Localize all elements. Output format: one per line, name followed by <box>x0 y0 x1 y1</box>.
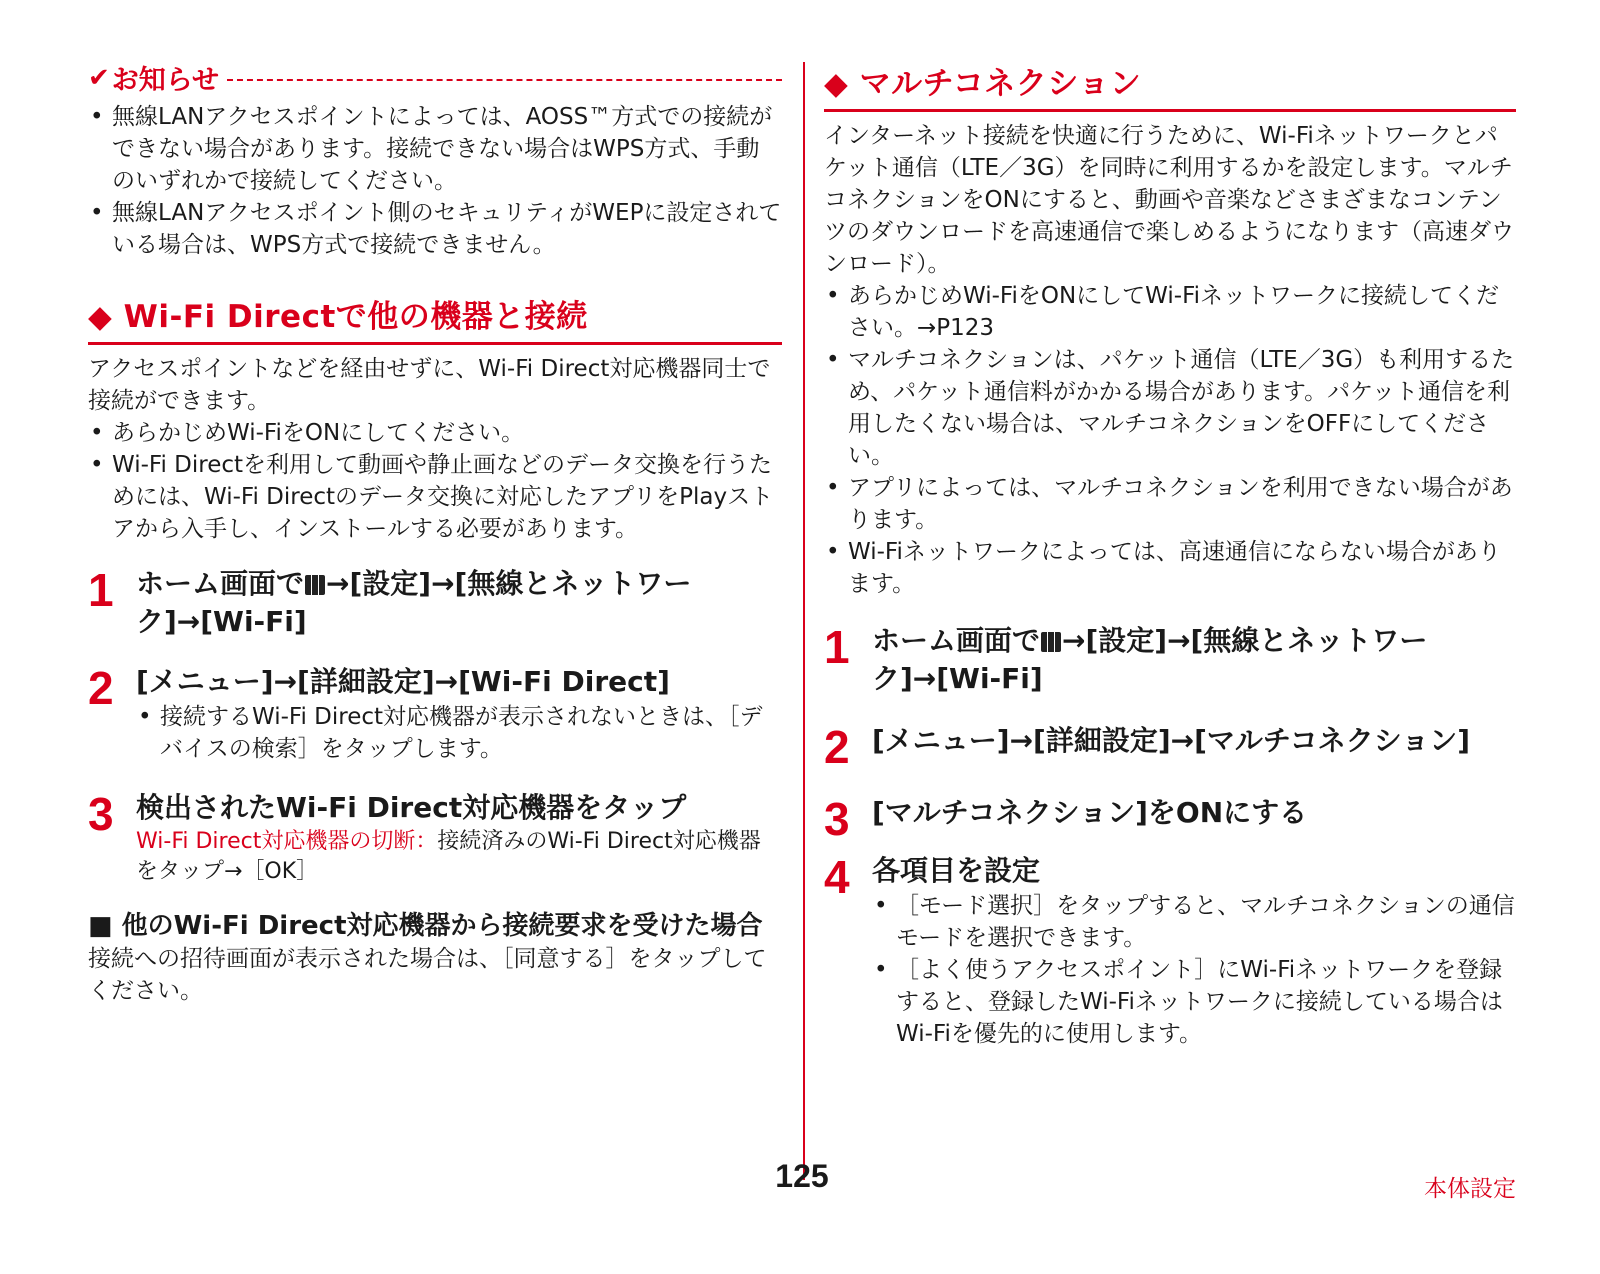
step-number: 3 <box>824 793 850 845</box>
intro-text: アクセスポイントなどを経由せずに、Wi-Fi Direct対応機器同士で接続ができます。 <box>88 356 771 414</box>
step-title <box>872 622 1516 698</box>
notice-list <box>88 101 782 261</box>
bullet-item: • Wi-Fi Directを利用して動画や静止画などのデータ交換を行うためには、Wi-Fi Directのデータ交換に対応したアプリをPlayストアから入手し、インストールする必要があります。 <box>88 449 782 545</box>
step-1 <box>824 622 1516 698</box>
apps-grid-icon <box>305 575 325 595</box>
step-title-part: ホーム画面で <box>136 567 305 600</box>
step-number: 1 <box>824 621 850 673</box>
bullet-list <box>88 417 782 545</box>
notice-title: お知らせ <box>111 65 219 96</box>
bullet-item: • あらかじめWi-FiをONにしてください。 <box>88 417 782 449</box>
apps-grid-icon <box>1041 632 1061 652</box>
bullet-list <box>824 280 1516 600</box>
step-number: 1 <box>88 564 114 616</box>
step-title: 検出されたWi-Fi Direct対応機器をタップ <box>136 791 687 824</box>
subsection-title: ■ 他のWi-Fi Direct対応機器から接続要求を受けた場合 <box>88 911 763 941</box>
notice-item: • 無線LANアクセスポイント側のセキュリティがWEPに設定されている場合は、WPS方式で接続できません。 <box>88 197 782 261</box>
subsection-text: 接続への招待画面が表示された場合は、［同意する］をタップしてください。 <box>88 946 767 1004</box>
step-title: [メニュー]→[詳細設定]→[Wi-Fi Direct] <box>136 665 670 698</box>
notice-header <box>88 58 782 97</box>
step-note: • 接続するWi-Fi Direct対応機器が表示されないときは、［デバイスの検索］をタップします。 <box>136 701 782 765</box>
dashed-rule <box>227 79 782 81</box>
step-title: [マルチコネクション]をONにする <box>872 796 1308 829</box>
step-1 <box>88 565 782 641</box>
step-number: 4 <box>824 851 850 903</box>
bullet-item: • Wi-Fiネットワークによっては、高速通信にならない場合があります。 <box>824 536 1516 600</box>
bullet-item: • マルチコネクションは、パケット通信（LTE／3G）も利用するため、パケット通信料がかかる場合があります。パケット通信を利用したくない場合は、マルチコネクションをOFFにしてください。 <box>824 344 1516 472</box>
step-title-part: →[設定]→[無線とネットワーク]→[Wi-Fi] <box>872 624 1428 695</box>
section-title-wifi-direct: ◆ Wi-Fi Directで他の機器と接続 <box>88 291 782 345</box>
step-3 <box>824 793 1516 845</box>
disconnect-text: 接続済みのWi-Fi Direct対応機器をタップ→［OK］ <box>136 829 761 884</box>
step-number: 2 <box>824 721 850 773</box>
step-note-list <box>136 701 782 765</box>
step-2 <box>824 721 1516 773</box>
step-title <box>136 565 782 641</box>
disconnect-note <box>136 827 782 887</box>
step-number: 2 <box>88 662 114 714</box>
step-title: 各項目を設定 <box>872 854 1041 887</box>
step-title-part: →[設定]→[無線とネットワーク]→[Wi-Fi] <box>136 567 692 638</box>
section-title-multi-connection: ◆ マルチコネクション <box>824 58 1516 112</box>
notice-item: • 無線LANアクセスポイントによっては、AOSS™方式での接続ができない場合があります。接続できない場合はWPS方式、手動のいずれかで接続してください。 <box>88 101 782 197</box>
step-4 <box>824 852 1516 1050</box>
page-number: 125 <box>775 1158 829 1194</box>
step-title: [メニュー]→[詳細設定]→[マルチコネクション] <box>872 724 1471 757</box>
column-divider <box>803 62 805 1180</box>
left-column <box>88 58 782 1007</box>
bullet-item: • アプリによっては、マルチコネクションを利用できない場合があります。 <box>824 472 1516 536</box>
step-note-list <box>872 890 1516 1050</box>
step-title-part: ホーム画面で <box>872 624 1041 657</box>
bullet-item: • あらかじめWi-FiをONにしてWi-Fiネットワークに接続してください。→P123 <box>824 280 1516 344</box>
step-note: • ［モード選択］をタップすると、マルチコネクションの通信モードを選択できます。 <box>872 890 1516 954</box>
checkmark-icon: ✔ <box>88 62 110 93</box>
right-column <box>824 58 1516 1050</box>
chapter-label: 本体設定 <box>1424 1176 1516 1202</box>
step-note: • ［よく使うアクセスポイント］にWi-Fiネットワークを登録すると、登録したWi-Fiネットワークに接続している場合はWi-Fiを優先的に使用します。 <box>872 954 1516 1050</box>
disconnect-label: Wi-Fi Direct対応機器の切断： <box>136 829 438 854</box>
step-3 <box>88 789 782 887</box>
step-number: 3 <box>88 788 114 840</box>
step-2 <box>88 663 782 765</box>
intro-text: インターネット接続を快適に行うために、Wi-Fiネットワークとパケット通信（LTE／3G）を同時に利用するかを設定します。マルチコネクションをONにすると、動画や音楽などさまざまなコンテンツのダウンロードを高速通信で楽しめるようになります（高速ダウンロード）。 <box>824 123 1514 277</box>
